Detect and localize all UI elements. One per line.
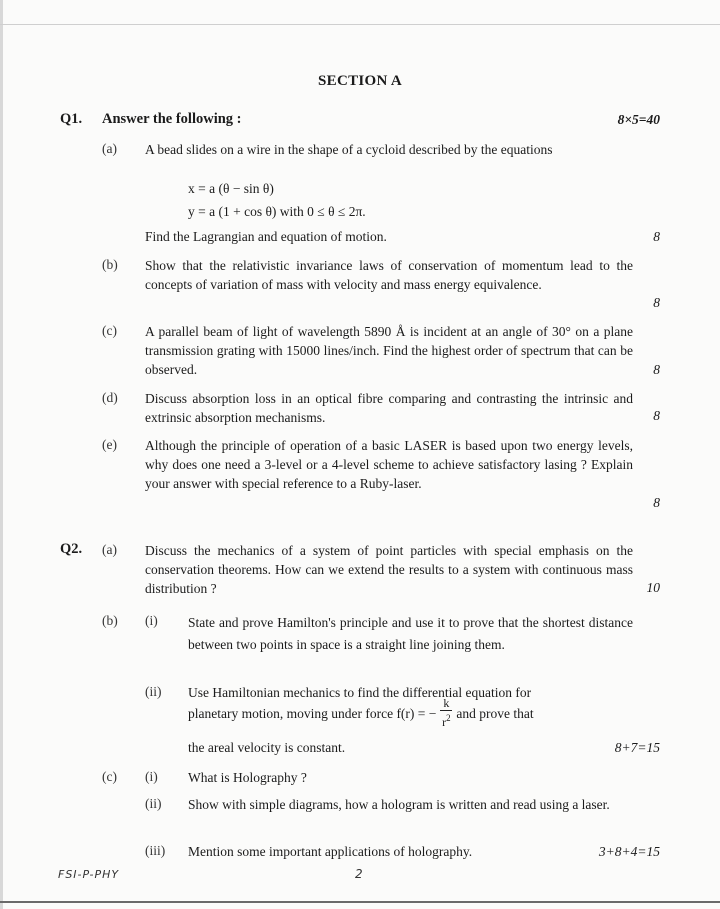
q1a-equation-x: x = a (θ − sin θ) — [188, 181, 274, 196]
q2b-i-text: State and prove Hamilton's principle and use it to prove that the shortest distance between two points in space is a straight line joining them. — [188, 615, 633, 652]
q2b-ii-force-text: planetary motion, moving under force f(r) = − — [188, 706, 437, 722]
q1d-label: (d) — [102, 390, 118, 405]
q1c-label: (c) — [102, 323, 117, 338]
scan-edge — [0, 0, 3, 909]
fraction-denominator — [440, 711, 452, 729]
page-number: 2 — [355, 867, 363, 881]
q1b-marks: 8 — [653, 295, 660, 310]
q1d-marks: 8 — [653, 408, 660, 423]
q2c-iii-text: Mention some important applications of holography. — [188, 844, 473, 859]
q2a-label: (a) — [102, 542, 117, 557]
q2c-ii-label: (ii) — [145, 796, 162, 811]
q2c-i-text: What is Holography ? — [188, 770, 307, 785]
q2a-text: Discuss the mechanics of a system of point particles with special emphasis on the conservation theorems. How can we extend the results to a system with continuous mass distribution ? — [145, 543, 633, 596]
q2c-ii-text: Show with simple diagrams, how a hologram is written and read using a laser. — [188, 797, 610, 812]
q2b-ii-label: (ii) — [145, 684, 162, 699]
q1c-text: A parallel beam of light of wavelength 5890 Å is incident at an angle of 30° on a plane transmission grating with 15000 lines/inch. Find the highest order of spectrum that can be observed. — [145, 324, 633, 377]
q2a-marks: 10 — [646, 580, 660, 595]
q1a-label: (a) — [102, 141, 117, 156]
section-title: SECTION A — [318, 73, 402, 89]
q1a-text: A bead slides on a wire in the shape of a cycloid described by the equations — [145, 142, 553, 157]
q1-title: Answer the following : — [102, 111, 242, 127]
q2b-ii-force-fraction — [440, 697, 452, 729]
denominator-base: r — [442, 715, 447, 729]
q2c-i-label: (i) — [145, 769, 158, 784]
q2c-iii-label: (iii) — [145, 843, 166, 858]
q2b-marks: 8+7=15 — [614, 740, 660, 755]
q1e-label: (e) — [102, 437, 117, 452]
q2b-ii-line2 — [188, 696, 633, 731]
fraction-numerator: k — [440, 697, 452, 711]
q1b-label: (b) — [102, 257, 118, 272]
paper-code: FSI-P-PHY — [58, 868, 120, 881]
q2b-ii-line3: the areal velocity is constant. — [188, 740, 346, 755]
q1a-equation-y: y = a (1 + cos θ) with 0 ≤ θ ≤ 2π. — [188, 204, 366, 219]
q2c-marks: 3+8+4=15 — [598, 844, 660, 859]
q2b-ii-line1: Use Hamiltonian mechanics to find the differential equation for — [188, 685, 532, 700]
q1-total-marks: 8×5=40 — [617, 112, 660, 127]
q1b-text: Show that the relativistic invariance laws of conservation of momentum lead to the concepts of variation of mass with velocity and mass energy equivalence. — [145, 258, 633, 292]
q2b-ii-post-text: and prove that — [456, 706, 534, 722]
q2b-i-label: (i) — [145, 613, 158, 628]
q1d-text: Discuss absorption loss in an optical fibre comparing and contrasting the intrinsic and extrinsic absorption mechanisms. — [145, 391, 633, 425]
denominator-exponent: 2 — [446, 713, 451, 723]
q2-number: Q2. — [60, 541, 83, 557]
q1a-text2: Find the Lagrangian and equation of motion. — [145, 229, 387, 244]
q2c-label: (c) — [102, 769, 117, 784]
q1e-text: Although the principle of operation of a basic LASER is based upon two energy levels, why does one need a 3-level or a 4-level scheme to achieve satisfactory lasing ? Explain your answer with special reference to a Ruby-laser. — [145, 438, 633, 491]
bottom-rule — [0, 901, 720, 903]
q2b-label: (b) — [102, 613, 118, 628]
q1a-marks: 8 — [653, 229, 660, 244]
q1e-marks: 8 — [653, 495, 660, 510]
top-rule — [0, 24, 720, 25]
q1c-marks: 8 — [653, 362, 660, 377]
q1-number: Q1. — [60, 111, 83, 127]
